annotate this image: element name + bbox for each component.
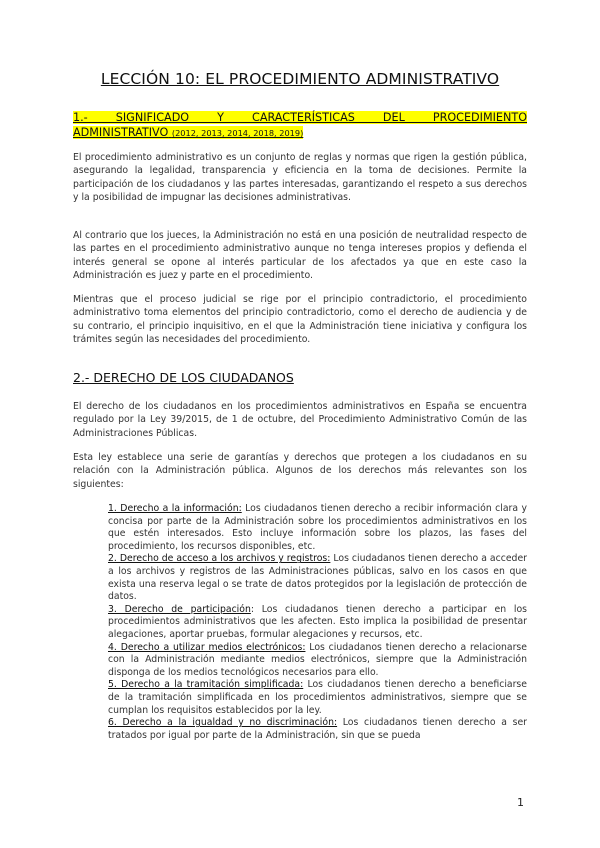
- section1-heading-line2: ADMINISTRATIVO (2012, 2013, 2014, 2018, 2019): [73, 126, 304, 139]
- list-item: 4. Derecho a utilizar medios electrónicos: Los ciudadanos tienen derecho a relacionarse con la Administración mediante medios electrónicos, siempre que la Administración disponga de los medios tecnológicos necesarios para ello.: [108, 641, 527, 678]
- section1-paragraph-1: El procedimiento administrativo es un conjunto de reglas y normas que rigen la gestión pública, asegurando la legalidad, transparencia y eficiencia en la toma de decisiones. Permite la participación de los ciudadanos y las partes interesadas, garantizando el respeto a sus derechos y la posibilidad de impugnar las decisiones administrativas.: [73, 152, 527, 204]
- list-item: 1. Derecho a la información: Los ciudadanos tienen derecho a recibir información clara y concisa por parte de la Administración sobre los procedimientos administrativos en los que estén interesados. Esto incluye información sobre los plazos, las fases del procedimiento, los recursos disponibles, etc.: [108, 503, 527, 552]
- right-title: 5. Derecho a la tramitación simplificada:: [108, 679, 304, 691]
- rights-list: [108, 503, 527, 742]
- right-title: 3. Derecho de participación: [108, 603, 251, 615]
- list-item: 5. Derecho a la tramitación simplificada: Los ciudadanos tienen derecho a beneficiarse de la tramitación simplificada en los procedimientos administrativos, siempre que se cumplan los requisitos establecidos por la ley.: [108, 679, 527, 716]
- section1-paragraph-3: Mientras que el proceso judicial se rige por el principio contradictorio, el procedimiento administrativo toma elementos del principio contradictorio, como el derecho de audiencia y de su contrario, el principio inquisitivo, en el que la Administración tiene iniciativa y configura los trámites según las necesidades del procedimiento.: [73, 294, 527, 346]
- section1-years: (2012, 2013, 2014, 2018, 2019): [171, 128, 304, 138]
- list-item: 2. Derecho de acceso a los archivos y registros: Los ciudadanos tienen derecho a acceder a los archivos y registros de las Administraciones públicas, salvo en los casos en que exista una reserva legal o se trate de datos protegidos por la legislación de protección de datos.: [108, 553, 528, 603]
- section2-paragraph-2: Esta ley establece una serie de garantías y derechos que protegen a los ciudadanos en su relación con la Administración pública. Algunos de los derechos más relevantes son los siguientes:: [73, 452, 527, 490]
- section1-heading-line1: 1.- SIGNIFICADO Y CARACTERÍSTICAS DEL PROCEDIMIENTO: [73, 111, 527, 124]
- section1-heading: [73, 110, 527, 141]
- section1-paragraph-2: Al contrario que los jueces, la Administración no está en una posición de neutralidad respecto de las partes en el procedimiento administrativo aunque no tenga intereses propios y defienda el interés general se opone al interés particular de los afectados ya que en este caso la Administración es juez y parte en el procedimiento.: [73, 230, 527, 282]
- section2-heading: 2.- DERECHO DE LOS CIUDADANOS: [73, 370, 294, 385]
- right-title: 6. Derecho a la igualdad y no discriminación:: [108, 717, 338, 729]
- right-title: 4. Derecho a utilizar medios electrónicos:: [108, 641, 306, 653]
- right-title: 1. Derecho a la información:: [108, 503, 242, 514]
- right-title: 2. Derecho de acceso a los archivos y registros:: [108, 553, 331, 565]
- page-title: LECCIÓN 10: EL PROCEDIMIENTO ADMINISTRATIVO: [100, 70, 500, 88]
- list-item: 3. Derecho de participación: Los ciudadanos tienen derecho a participar en los procedimientos administrativos que les afecten. Esto implica la posibilidad de presentar alegaciones, aportar pruebas, formular alegaciones y recursos, etc.: [108, 603, 527, 640]
- section2-paragraph-1: El derecho de los ciudadanos en los procedimientos administrativos en España se encuentra regulado por la Ley 39/2015, de 1 de octubre, del Procedimiento Administrativo Común de las Administraciones Públicas.: [73, 401, 527, 439]
- page-number: 1: [517, 796, 524, 809]
- list-item: 6. Derecho a la igualdad y no discriminación: Los ciudadanos tienen derecho a ser tratados por igual por parte de la Administración, sin que se pueda: [108, 717, 527, 741]
